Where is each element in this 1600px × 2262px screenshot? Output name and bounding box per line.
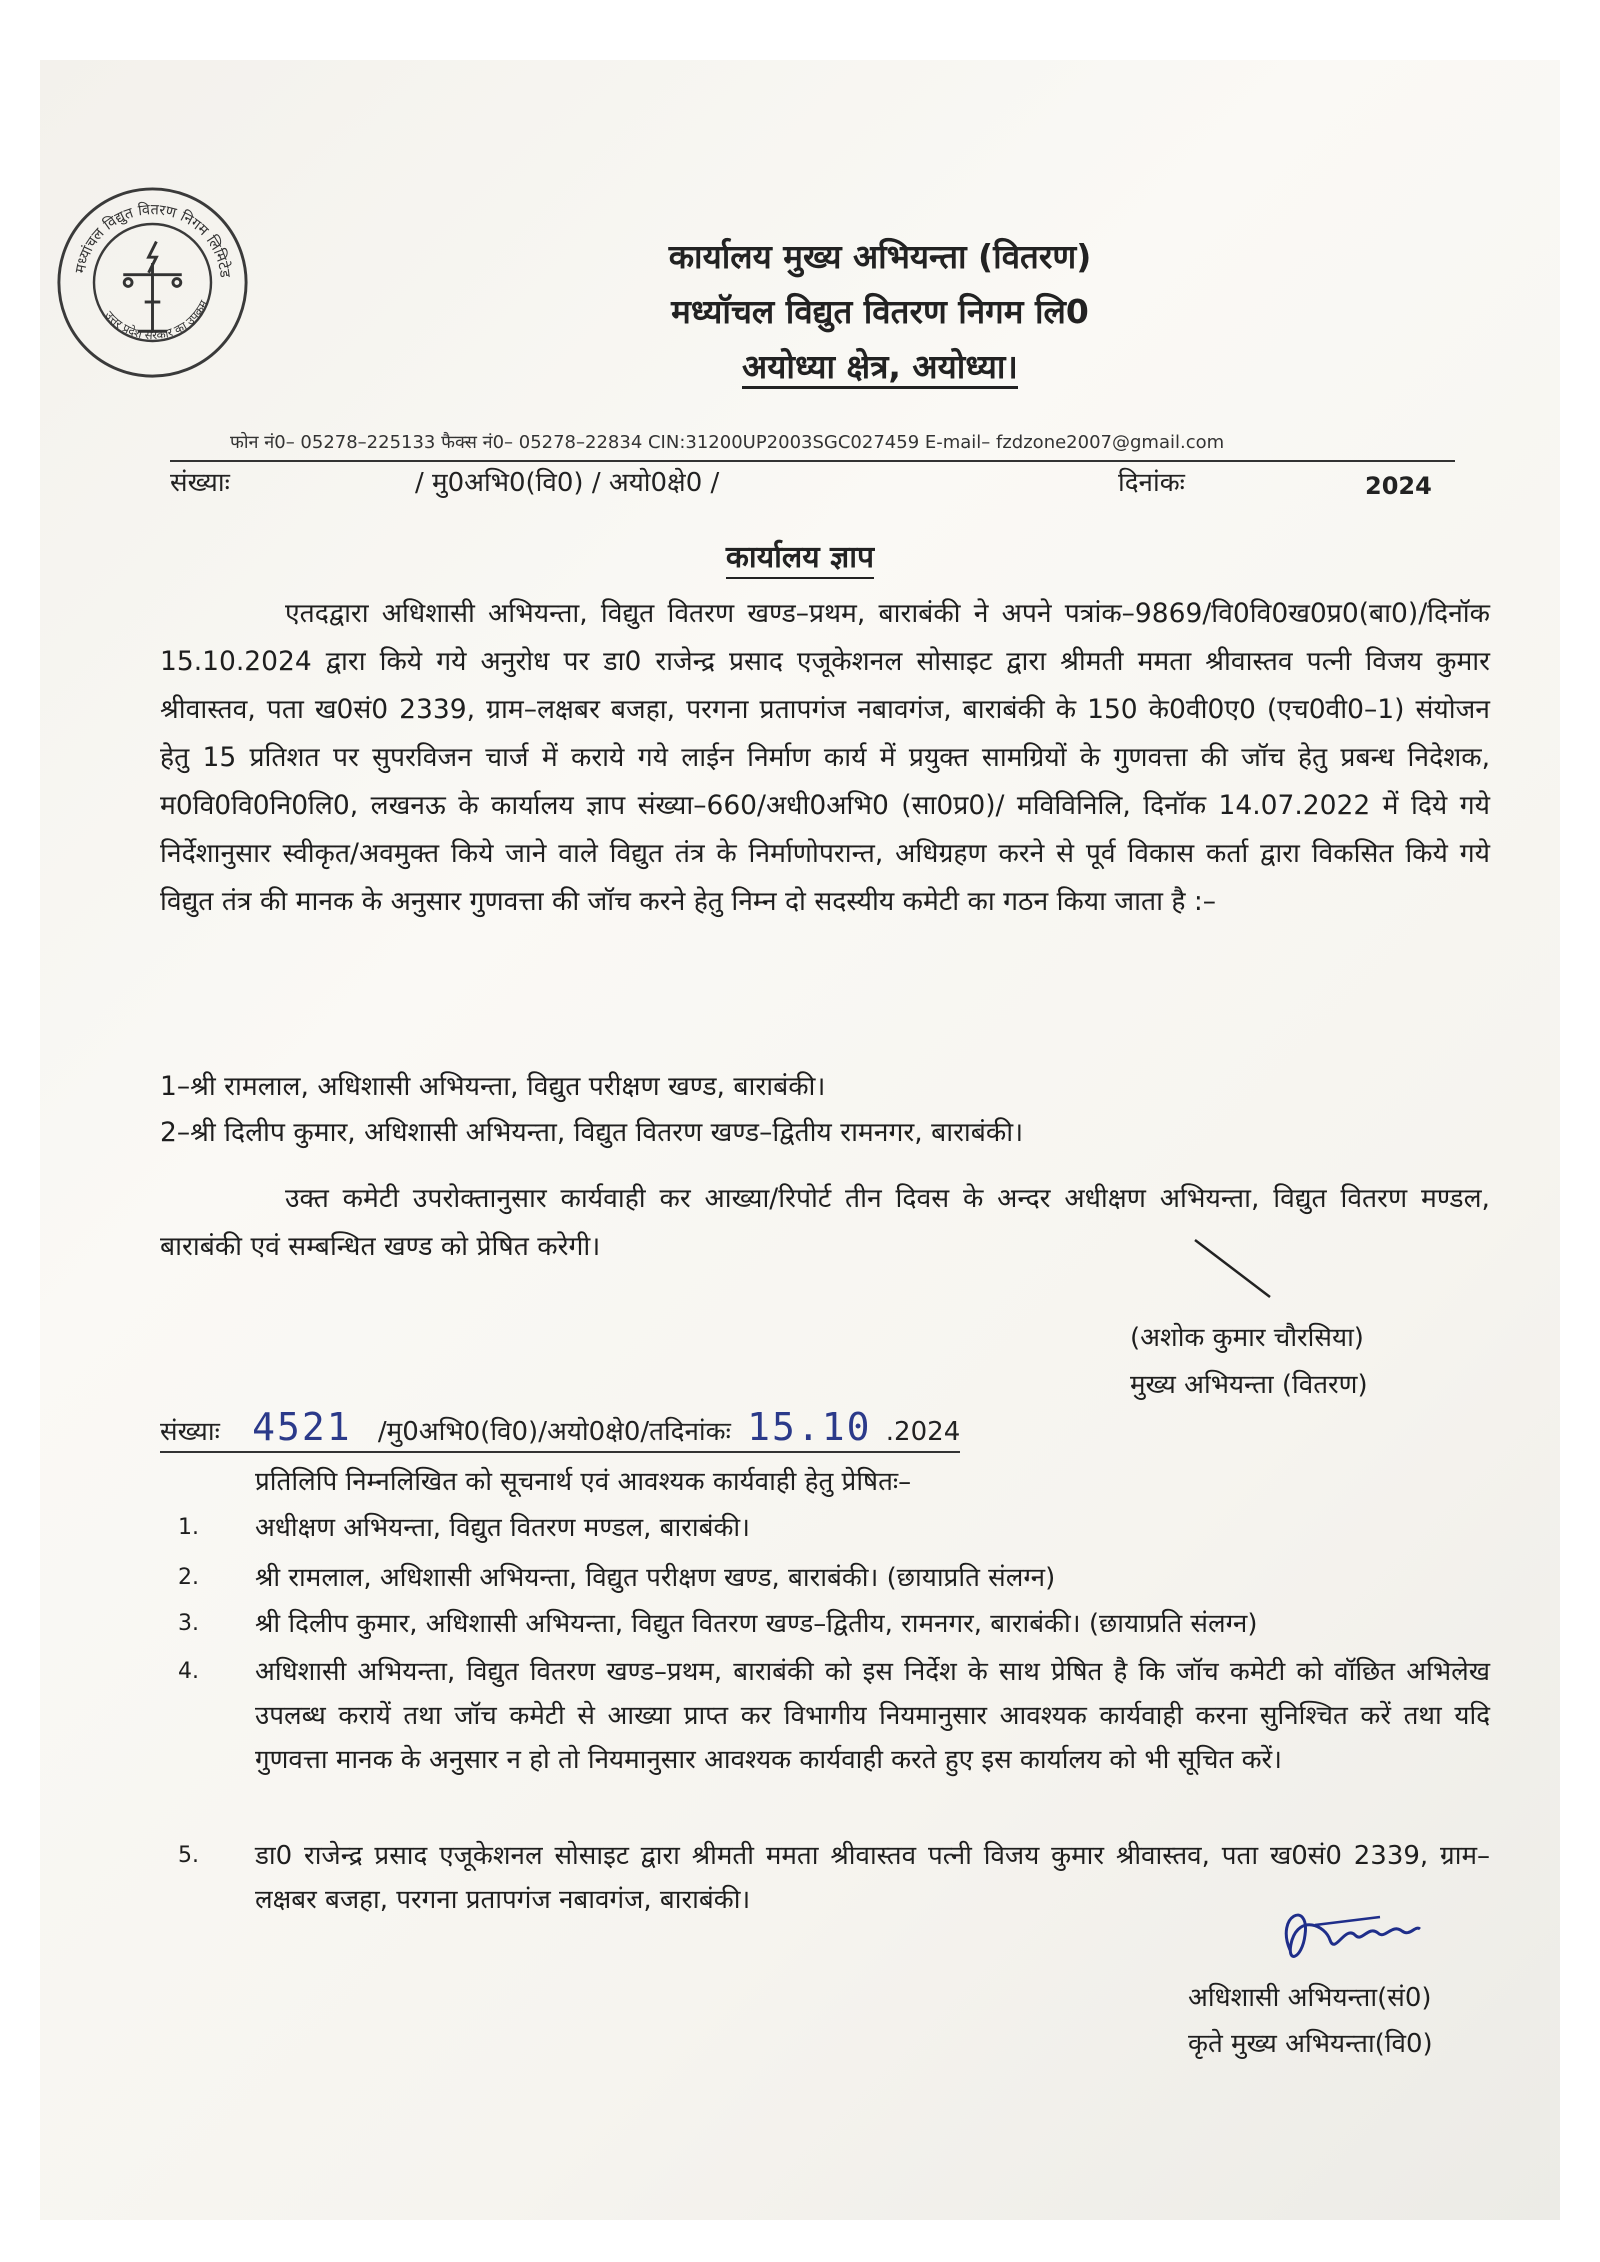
copy-item-text: श्री रामलाल, अधिशासी अभियन्ता, विद्युत परीक्षण खण्ड, बाराबंकी। (छायाप्रति संलग्न) xyxy=(255,1563,1056,1593)
reference-number: / मु0अभि0(वि0) / अयो0क्षे0 / xyxy=(415,468,720,498)
copy-item-number: 1. xyxy=(178,1515,199,1540)
signatory-designation: मुख्य अभियन्ता (वितरण) xyxy=(1130,1370,1368,1400)
memo-title-text: कार्यालय ज्ञाप xyxy=(726,540,874,579)
copy-item-number: 2. xyxy=(178,1565,199,1590)
closing-paragraph: उक्त कमेटी उपरोक्तानुसार कार्यवाही कर आख्या/रिपोर्ट तीन दिवस के अन्दर अधीक्षण अभियन्ता, विद्युत वितरण मण्डल, बाराबंकी एवं सम्बन्धित खण्ड को प्रेषित करेगी। xyxy=(160,1183,1490,1262)
committee-member-1: 1–श्री रामलाल, अधिशासी अभियन्ता, विद्युत परीक्षण खण्ड, बाराबंकी। xyxy=(160,1071,826,1102)
copy-item-number: 5. xyxy=(178,1843,199,1868)
copy-intro: प्रतिलिपि निम्नलिखित को सूचनार्थ एवं आवश्यक कार्यवाही हेतु प्रेषितः– xyxy=(255,1467,912,1497)
signature-mark xyxy=(1190,1235,1280,1305)
copy-reference-middle: /मु0अभि0(वि0)/अयो0क्षे0/तदिनांकः xyxy=(377,1417,731,1447)
copy-item-text: अधिशासी अभियन्ता, विद्युत वितरण खण्ड–प्रथम, बाराबंकी को इस निर्देश के साथ प्रेषित है कि जॉच कमेटी को वॉछित अभिलेख उपलब्ध करायें तथा जॉच कमेटी से आख्या प्राप्त कर विभागीय नियमानुसार आवश्यक कार्यवाही करना सुनिश्चित करें तथा यदि गुणवत्ता मानक के अनुसार न हो तो नियमानुसार आवश्यक कार्यवाही करते हुए इस कार्यालय को भी सूचित करें। xyxy=(255,1657,1490,1775)
zone-name-text: अयोध्या क्षेत्र, अयोध्या। xyxy=(742,347,1018,389)
seal-bottom-text: उत्तर प्रदेश सरकार का उपक्रम xyxy=(102,297,211,343)
electric-tower-icon xyxy=(123,242,182,332)
body-paragraph: एतदद्वारा अधिशासी अभियन्ता, विद्युत वितरण खण्ड–प्रथम, बाराबंकी ने अपने पत्रांक–9869/वि0वि0ख0प्र0(बा0)/दिनॉक 15.10.2024 द्वारा किये गये अनुरोध पर डा0 राजेन्द्र प्रसाद एजूकेशनल सोसाइट द्वारा श्रीमती ममता श्रीवास्तव पत्नी विजय कुमार श्रीवास्तव, पता ख0सं0 2339, ग्राम–लक्षबर बजहा, परगना प्रतापगंज नबावगंज, बाराबंकी के 150 के0वी0ए0 (एच0वी0–1) संयोजन हेतु 15 प्रतिशत पर सुपरविजन चार्ज में कराये गये लाईन निर्माण कार्य में प्रयुक्त सामग्रियों के गुणवत्ता की जॉच हेतु प्रबन्ध निदेशक, म0वि0वि0नि0लि0, लखनऊ के कार्यालय ज्ञाप संख्या–660/अधी0अभि0 (सा0प्र0)/ मविविनिलि, दिनॉक 14.07.2022 में दिये गये निर्देशानुसार स्वीकृत/अवमुक्त किये जाने वाले विद्युत तंत्र के निर्माणोपरान्त, अधिग्रहण करने से पूर्व विकास कर्ता द्वारा विकसित किये गये विद्युत तंत्र की मानक के अनुसार गुणवत्ता की जॉच करने हेतु निम्न दो सदस्यीय कमेटी का गठन किया जाता है :– xyxy=(160,598,1490,917)
contact-line: फोन नं0– 05278–225133 फैक्स नं0– 05278–22834 CIN:31200UP2003SGC027459 E-mail– fzdzone2007@gmail.com xyxy=(230,432,1225,453)
reference-year: 2024 xyxy=(1365,472,1432,500)
copy-reference-label: संख्याः xyxy=(160,1417,220,1447)
copy-list-item-2 xyxy=(160,1556,1490,1600)
copy-list-item-1 xyxy=(160,1506,1490,1550)
office-title: कार्यालय मुख्य अभियन्ता (वितरण) xyxy=(668,237,1092,276)
seal-ring-text: मध्यांचल विद्युत वितरण निगम लिमिटेड xyxy=(71,201,234,279)
copy-item-text: अधीक्षण अभियन्ता, विद्युत वितरण मण्डल, बाराबंकी। xyxy=(255,1513,751,1543)
svg-text:उत्तर प्रदेश सरकार का उपक्रम xyxy=(102,297,211,342)
date-label: दिनांकः xyxy=(1118,468,1185,498)
memo-title xyxy=(0,535,1600,576)
zone-name xyxy=(560,343,1200,388)
signatory-name: (अशोक कुमार चौरसिया) xyxy=(1130,1323,1364,1353)
copy-item-number: 3. xyxy=(178,1611,199,1636)
copy-list-item-3 xyxy=(160,1602,1490,1646)
corporation-seal-logo xyxy=(55,185,250,380)
reference-label: संख्याः xyxy=(170,468,230,498)
handwritten-dispatch-number: 4521 xyxy=(252,1405,352,1449)
copy-reference-year: .2024 xyxy=(885,1417,961,1447)
final-signatory-on-behalf: कृते मुख्य अभियन्ता(वि0) xyxy=(1188,2029,1433,2059)
organization-name: मध्यॉचल विद्युत वितरण निगम लि0 xyxy=(671,292,1089,331)
copy-item-text: डा0 राजेन्द्र प्रसाद एजूकेशनल सोसाइट द्वारा श्रीमती ममता श्रीवास्तव पत्नी विजय कुमार श्रीवास्तव, पता ख0सं0 2339, ग्राम–लक्षबर बजहा, परगना प्रतापगंज नबावगंज, बाराबंकी। xyxy=(255,1841,1490,1915)
handwritten-date: 15.10 xyxy=(747,1405,872,1449)
handwritten-signature xyxy=(1270,1895,1430,1975)
copy-list-item-4 xyxy=(160,1650,1490,1830)
copy-item-text: श्री दिलीप कुमार, अधिशासी अभियन्ता, विद्युत वितरण खण्ड–द्वितीय, रामनगर, बाराबंकी। (छायाप्रति संलग्न) xyxy=(255,1609,1258,1639)
copy-reference-line xyxy=(160,1405,960,1453)
header-divider xyxy=(170,460,1455,462)
committee-member-2: 2–श्री दिलीप कुमार, अधिशासी अभियन्ता, विद्युत वितरण खण्ड–द्वितीय रामनगर, बाराबंकी। xyxy=(160,1117,1024,1148)
copy-item-number: 4. xyxy=(178,1659,199,1684)
final-signatory-designation: अधिशासी अभियन्ता(सं0) xyxy=(1188,1983,1432,2013)
